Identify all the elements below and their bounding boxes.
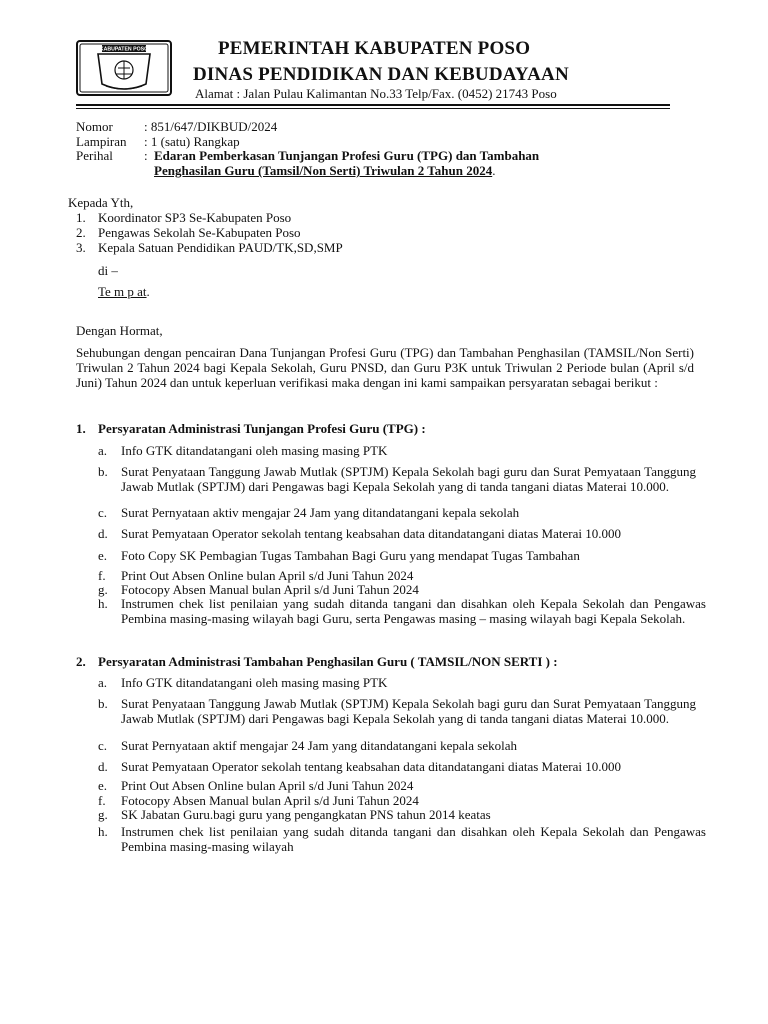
list-item: Info GTK ditandatangani oleh masing masing PTK (121, 675, 388, 690)
list-item: Surat Pernyataan aktif mengajar 24 Jam yang ditandatangani kepala sekolah (121, 738, 517, 753)
list-letter: b. (98, 696, 108, 711)
letterhead-rule-thin (76, 108, 670, 109)
list-item: Instrumen chek list penilaian yang sudah ditanda tangani dan disahkan oleh Kepala Sekolah dan Pengawas Pembina masing-masing wilayah (121, 824, 706, 854)
list-letter: c. (98, 505, 108, 520)
perihal-line2: Penghasilan Guru (Tamsil/Non Serti) Triwulan 2 Tahun 2024 (154, 163, 493, 178)
list-item: Foto Copy SK Pembagian Tugas Tambahan Bagi Guru yang mendapat Tugas Tambahan (121, 548, 580, 563)
list-letter: a. (98, 443, 108, 458)
perihal-label: Perihal (76, 148, 113, 163)
list-letter: c. (98, 738, 108, 753)
perihal-colon: : (144, 148, 148, 163)
list-item: Surat Pemyataan Operator sekolah tentang keabsahan data ditandatangani diatas Materai 10.000 (121, 526, 621, 541)
list-item: Print Out Absen Online bulan April s/d Juni Tahun 2024 (121, 568, 414, 583)
list-letter: a. (98, 675, 108, 690)
greeting: Dengan Hormat, (76, 323, 163, 338)
list-item: Fotocopy Absen Manual bulan April s/d Juni Tahun 2024 (121, 793, 419, 808)
nomor-label: Nomor (76, 119, 113, 134)
recipient-item: Pengawas Sekolah Se-Kabupaten Poso (98, 225, 301, 240)
section1-number: 1. (76, 421, 86, 436)
perihal-end: . (492, 163, 496, 178)
letterhead-rule-thick (76, 104, 670, 106)
list-letter: b. (98, 464, 108, 479)
recipient-item: Kepala Satuan Pendidikan PAUD/TK,SD,SMP (98, 240, 343, 255)
list-letter: e. (98, 548, 108, 563)
svg-text:KABUPATEN POSO: KABUPATEN POSO (99, 46, 149, 53)
kepada-yth: Kepada Yth, (68, 195, 134, 210)
list-letter: d. (98, 526, 108, 541)
section1-title: Persyaratan Administrasi Tunjangan Profesi Guru (TPG) : (98, 421, 426, 436)
list-item: Instrumen chek list penilaian yang sudah ditanda tangani dan disahkan oleh Kepala Sekolah dan Pengawas Pembina masing-masing wilayah bagi Guru, serta Pengawas masing – masing wilayah bagi Kepala Sekolah. (121, 596, 706, 626)
list-item: Surat Pernyataan aktiv mengajar 24 Jam yang ditandatangani kepala sekolah (121, 505, 520, 520)
lampiran-value: : 1 (satu) Rangkap (144, 134, 240, 149)
list-item: Print Out Absen Online bulan April s/d Juni Tahun 2024 (121, 778, 414, 793)
section2-number: 2. (76, 654, 86, 669)
letterhead-title-government: PEMERINTAH KABUPATEN POSO (218, 38, 531, 59)
list-item: Info GTK ditandatangani oleh masing masing PTK (121, 443, 388, 458)
recipient-place: Te m p at (98, 284, 147, 299)
list-letter: e. (98, 778, 108, 793)
recipient-number: 3. (76, 240, 86, 255)
recipient-di: di – (98, 263, 118, 278)
list-letter: h. (98, 596, 108, 611)
list-item: Surat Pemyataan Operator sekolah tentang keabsahan data ditandatangani diatas Materai 10.000 (121, 759, 621, 774)
recipient-number: 1. (76, 210, 86, 225)
list-letter: f. (98, 568, 106, 583)
list-letter: h. (98, 824, 108, 839)
list-item: SK Jabatan Guru.bagi guru yang pengangkatan PNS tahun 2014 keatas (121, 807, 491, 822)
recipient-place-end: . (146, 284, 150, 299)
list-letter: g. (98, 807, 108, 822)
perihal-line1: Edaran Pemberkasan Tunjangan Profesi Guru (TPG) dan Tambahan (154, 148, 540, 163)
section2-title: Persyaratan Administrasi Tambahan Penghasilan Guru ( TAMSIL/NON SERTI ) : (98, 654, 558, 669)
recipient-number: 2. (76, 225, 86, 240)
nomor-value: : 851/647/DIKBUD/2024 (144, 119, 278, 134)
list-item: Fotocopy Absen Manual bulan April s/d Juni Tahun 2024 (121, 582, 419, 597)
intro-paragraph: Sehubungan dengan pencairan Dana Tunjangan Profesi Guru (TPG) dan Tambahan Penghasilan (TAMSIL/Non Serti) Triwulan 2 Tahun 2024 bagi Kepala Sekolah, Guru PNSD, dan Guru P3K untuk Triwulan 2 Periode bulan (April s/d Juni) Tahun 2024 dan untuk keperluan verifikasi maka dengan ini kami sampaikan persyaratan sebagai berikut : (76, 345, 694, 390)
list-letter: d. (98, 759, 108, 774)
list-letter: g. (98, 582, 108, 597)
recipient-place-wrap (98, 284, 150, 299)
letterhead-address: Alamat : Jalan Pulau Kalimantan No.33 Telp/Fax. (0452) 21743 Poso (195, 86, 557, 101)
perihal-line2-wrap (154, 163, 495, 178)
list-letter: f. (98, 793, 106, 808)
recipient-item: Koordinator SP3 Se-Kabupaten Poso (98, 210, 292, 225)
kabupaten-poso-emblem (76, 40, 172, 96)
lampiran-label: Lampiran (76, 134, 127, 149)
list-item: Surat Penyataan Tanggung Jawab Mutlak (SPTJM) Kepala Sekolah bagi guru dan Surat Pemyataan Tanggung Jawab Mutlak (SPTJM) dari Pengawas bagi Kepala Sekolah yang di tanda tangani diatas Materai 10.000. (121, 464, 696, 494)
letterhead-title-department: DINAS PENDIDIKAN DAN KEBUDAYAAN (193, 64, 569, 85)
list-item: Surat Penyataan Tanggung Jawab Mutlak (SPTJM) Kepala Sekolah bagi guru dan Surat Pemyataan Tanggung Jawab Mutlak (SPTJM) dari Pengawas bagi Kepala Sekolah yang di tanda tangani diatas Materai 10.000. (121, 696, 696, 726)
